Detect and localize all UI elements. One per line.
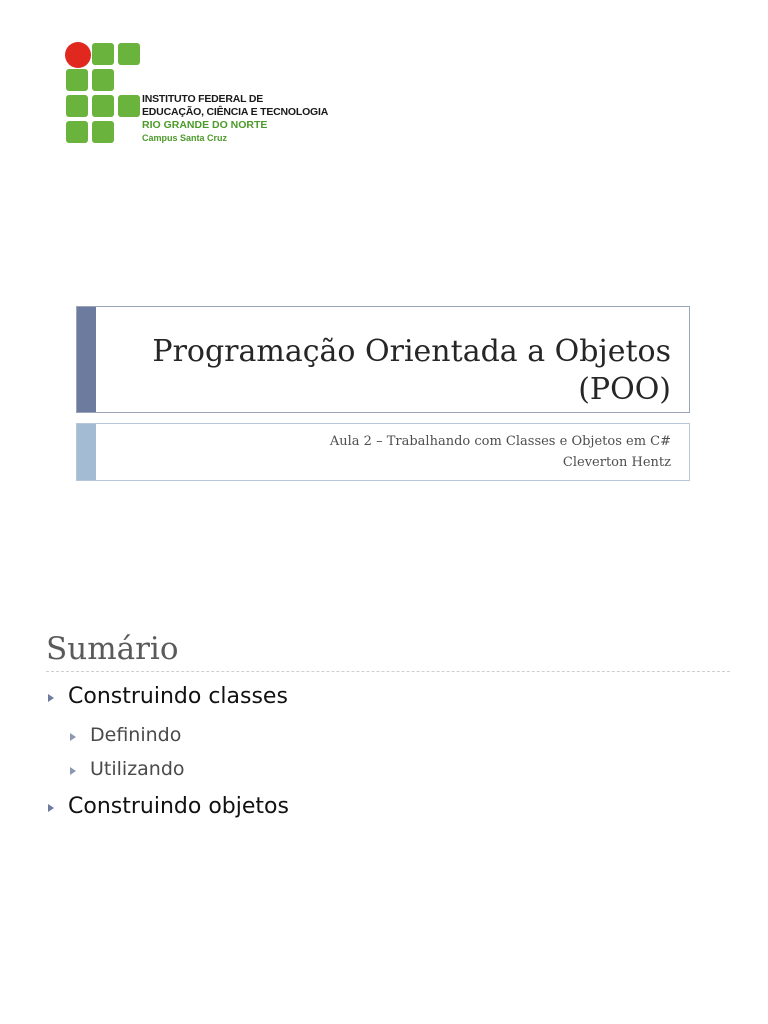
logo-square [118,95,140,117]
logo-line-4: Campus Santa Cruz [142,133,228,143]
subtitle-accent-bar [77,424,96,480]
heading-divider [46,671,730,672]
summary-heading: Sumário [46,631,179,667]
title-box [76,306,690,413]
logo-square [66,69,88,91]
title-accent-bar [77,307,96,412]
summary-subitem-label: Utilizando [90,758,185,780]
bullet-arrow-icon [48,804,54,812]
logo-square [92,43,114,65]
summary-subitem-label: Definindo [90,724,182,746]
slide-title [152,333,671,409]
bullet-arrow-icon [48,694,54,702]
summary-item-label: Construindo objetos [68,794,289,819]
logo-line-3: RIO GRANDE DO NORTE [142,119,268,131]
bullet-arrow-icon [70,767,76,775]
title-line-1: Programação Orientada a Objetos [152,334,671,369]
logo-square [92,121,114,143]
logo-square [92,69,114,91]
summary-subitem [68,724,181,746]
summary-slide [0,512,768,1024]
logo-line-1: INSTITUTO FEDERAL DE [142,93,264,105]
logo-text [142,93,328,145]
summary-item-label: Construindo classes [68,684,288,709]
subtitle-author: Cleverton Hentz [562,455,671,470]
subtitle-line-1: Aula 2 – Trabalhando com Classes e Objetos em C# [329,434,671,449]
title-line-2: (POO) [578,372,671,407]
bullet-arrow-icon [70,733,76,741]
summary-subitem [68,758,185,780]
logo-grid-icon [66,43,142,145]
logo-square [118,43,140,65]
slide-subtitle [330,431,671,473]
summary-item [46,684,288,709]
logo-red-dot [65,42,91,68]
logo-square [92,95,114,117]
subtitle-box [76,423,690,481]
logo-square [66,121,88,143]
ifrn-logo [66,43,346,147]
summary-item [46,794,289,819]
logo-square [66,95,88,117]
logo-line-2: EDUCAÇÃO, CIÊNCIA E TECNOLOGIA [142,106,329,118]
